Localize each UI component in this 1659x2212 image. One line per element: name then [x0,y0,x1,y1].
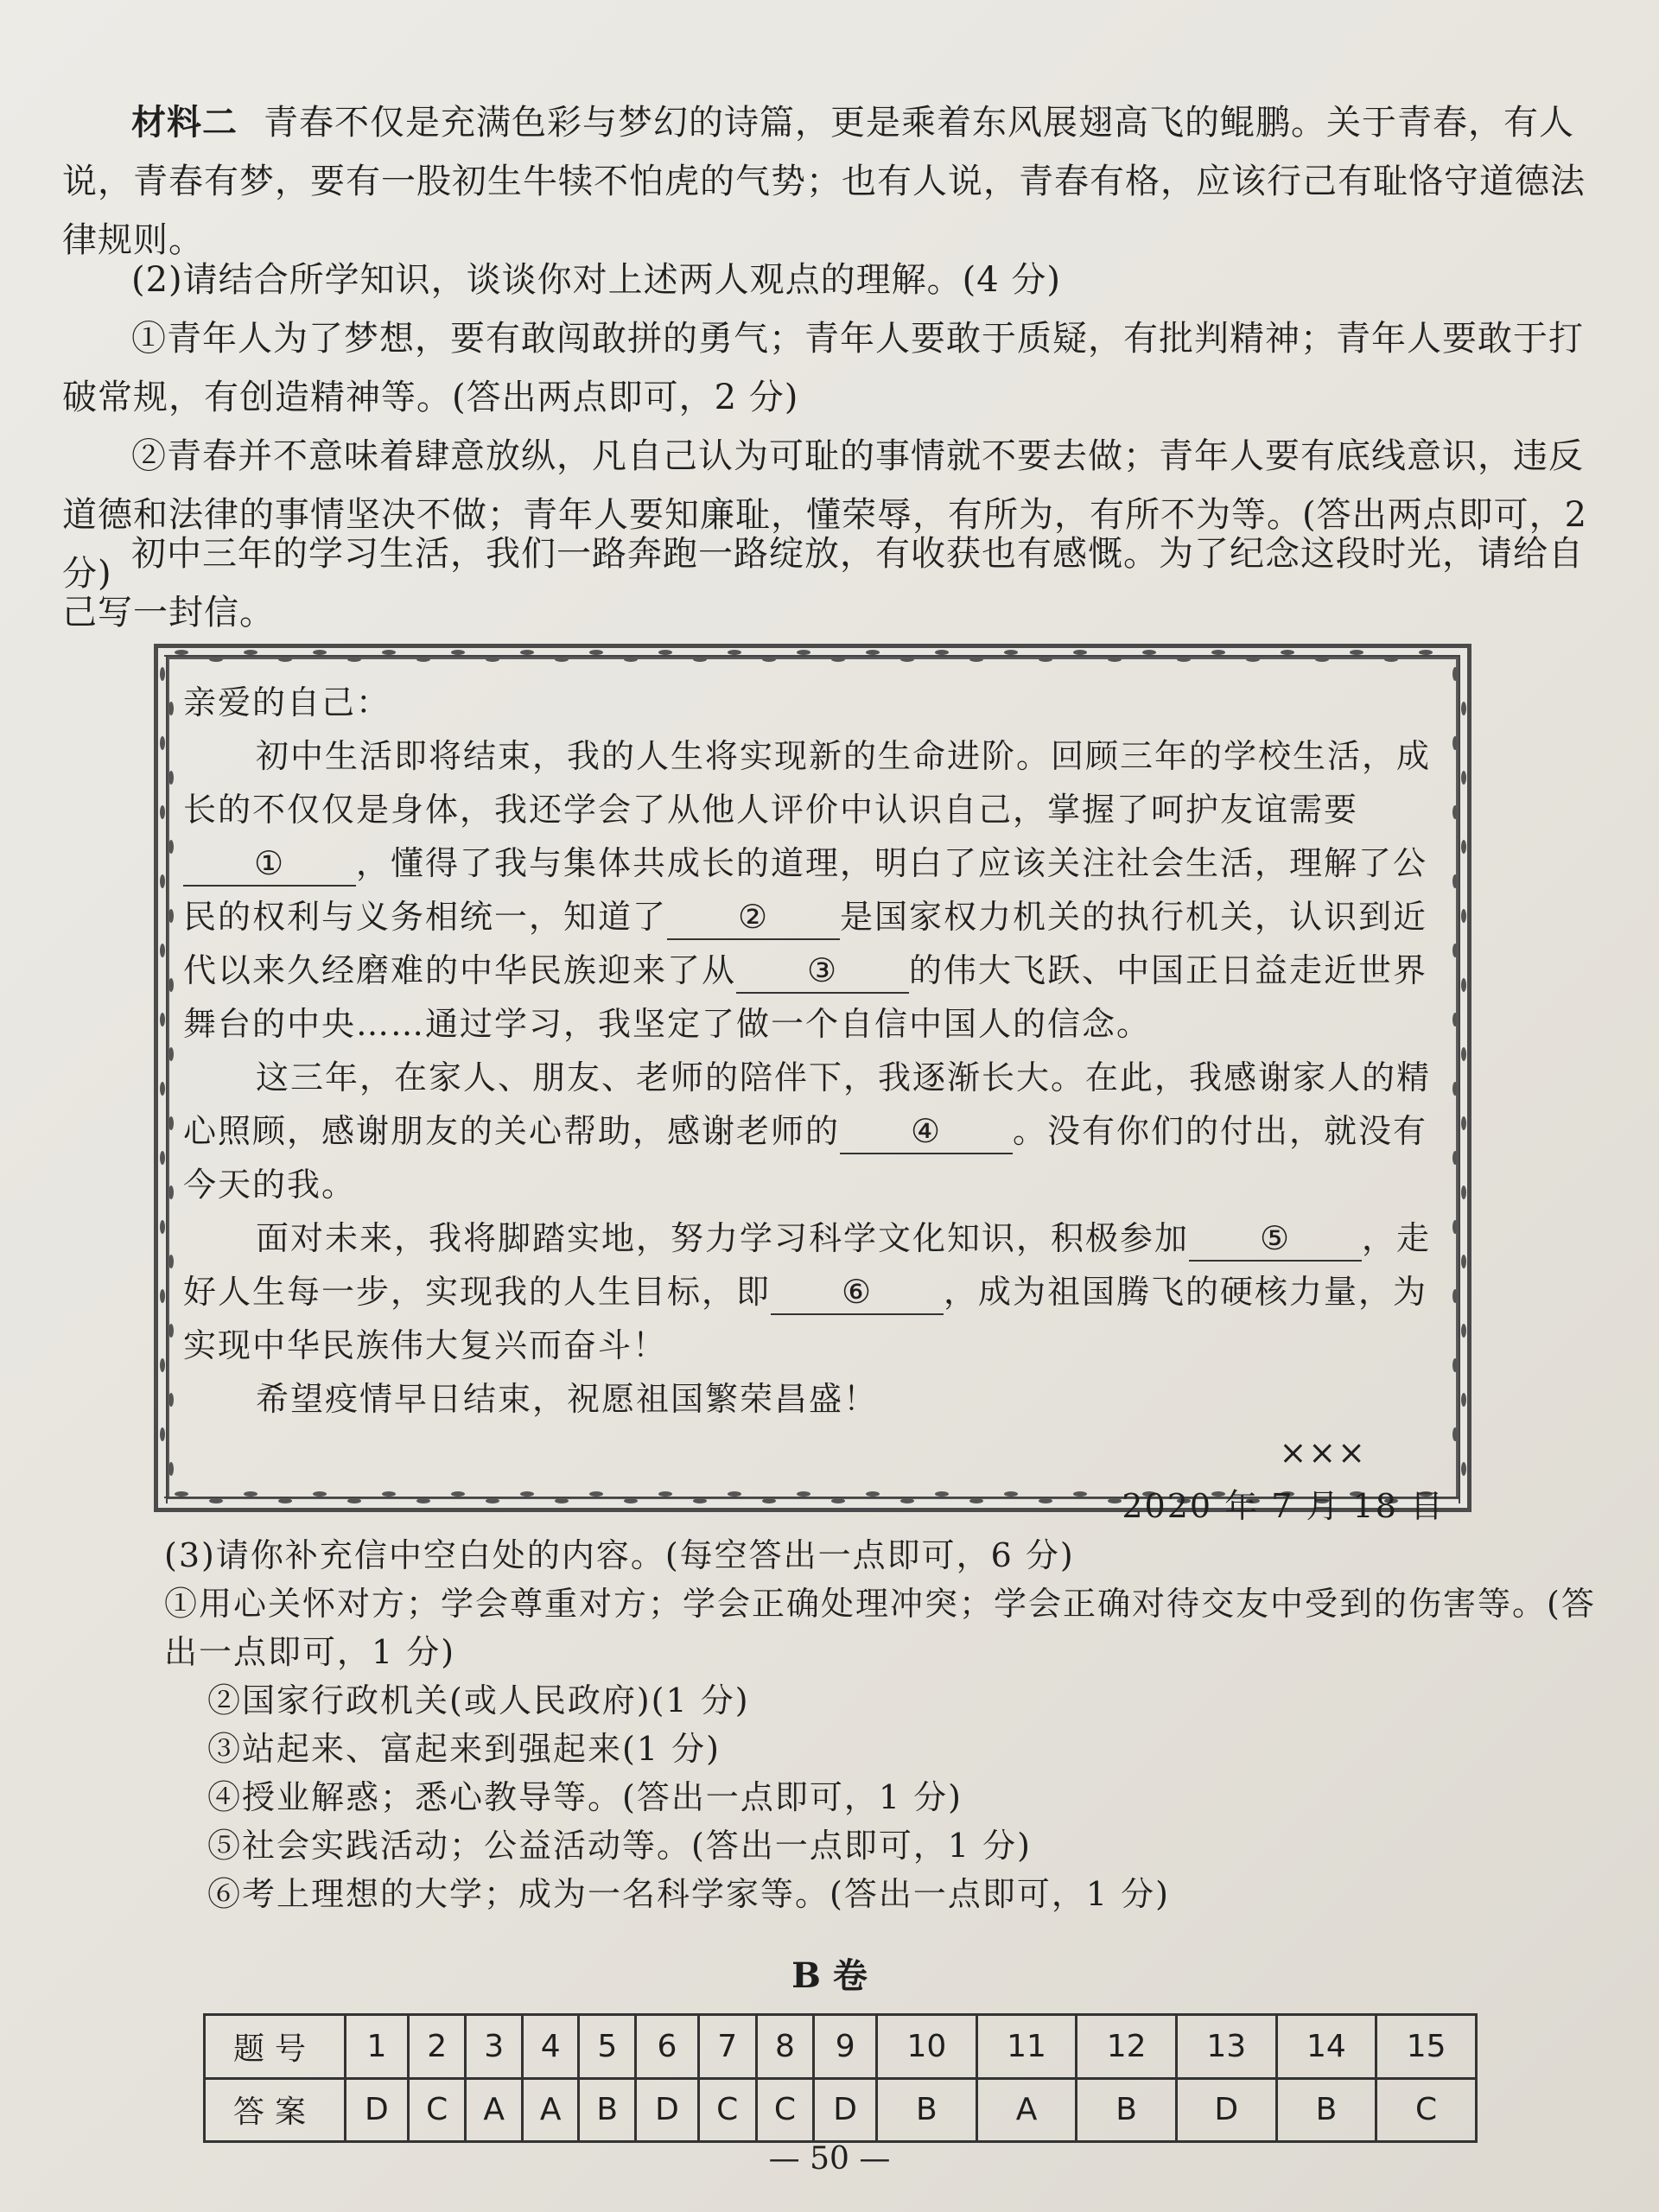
letter-paragraph-4: 希望疫情早日结束，祝愿祖国繁荣昌盛！ [256,1380,879,1418]
blank-3: ③ [736,949,909,994]
q3-answer-3: ③站起来、富起来到强起来(1 分) [207,1730,721,1768]
letter-paragraph-3 [183,1211,1453,1372]
letter-text: ，成为祖国腾飞的硬核力量，为实现中华民族伟大复兴而奋斗！ [183,1273,1428,1364]
question-number: 11 [976,2015,1077,2079]
blank-4: ④ [840,1109,1013,1154]
answer-cell: B [579,2078,636,2142]
question-number: 14 [1276,2015,1376,2079]
answer-cell: C [408,2078,466,2142]
q2-question: (2)请结合所学知识，谈谈你对上述两人观点的理解。(4 分) [131,260,1062,300]
material-text: 青春不仅是充满色彩与梦幻的诗篇，更是乘着东风展翅高飞的鲲鹏。关于青春，有人说，青春有梦，要有一股初生牛犊不怕虎的气势；也有人说，青春有格，应该行己有耻恪守道德法律规则。 [62,103,1586,260]
letter-text: 的伟大飞跃、中国正日益走近世界舞台的中央……通过学习，我坚定了做一个自信中国人的信念。 [183,951,1428,1043]
question-number: 10 [877,2015,977,2079]
letter-text: ，走好人生每一步，实现我的人生目标，即 [183,1219,1432,1311]
section-b-title: B 卷 [791,1955,868,1996]
blank-2: ② [667,895,840,940]
question-number: 6 [636,2015,699,2079]
vine-border-top [164,646,1460,665]
material-lead: 材料二 [131,102,238,143]
question-number: 1 [346,2015,409,2079]
question-number: 15 [1376,2015,1477,2079]
question-number: 5 [579,2015,636,2079]
letter-text: 。没有你们的付出，就没有今天的我。 [183,1112,1428,1204]
letter-intro: 初中三年的学习生活，我们一路奔跑一路绽放，有收获也有感慨。为了纪念这段时光，请给自己写一封信。 [62,534,1584,632]
question-number: 8 [756,2015,814,2079]
page-number: — 50 — [768,2141,891,2177]
question-number: 13 [1176,2015,1276,2079]
letter-text: ，懂得了我与集体共成长的道理，明白了应该关注社会生活，理解了公民的权利与义务相统一，知道了 [183,844,1428,936]
question-number: 9 [814,2015,877,2079]
q3-answer-6: ⑥考上理想的大学；成为一名科学家等。(答出一点即可，1 分) [207,1875,1170,1913]
row-label-answer: 答案 [205,2078,346,2142]
letter-body [183,676,1453,1533]
q3-answer-1: ①用心关怀对方；学会尊重对方；学会正确处理冲突；学会正确对待交友中受到的伤害等。(答出一点即可，1 分) [164,1585,1596,1671]
letter-date: 2020 年 7 月 18 日 [1122,1487,1445,1525]
letter-signature: ××× [1279,1433,1367,1471]
answer-cell: D [346,2078,409,2142]
letter-paragraph-2 [183,1051,1453,1211]
answer-cell: B [877,2078,977,2142]
answer-cell: C [698,2078,756,2142]
q3-question: (3)请你补充信中空白处的内容。(每空答出一点即可，6 分) [164,1536,1075,1574]
letter-text: 初中生活即将结束，我的人生将实现新的生命进阶。回顾三年的学校生活，成长的不仅仅是身体，我还学会了从他人评价中认识自己，掌握了呵护友谊需要 [183,737,1432,829]
row-label-number: 题号 [205,2015,346,2079]
answer-cell: D [1176,2078,1276,2142]
answer-cell: B [1077,2078,1177,2142]
answer-cell: D [636,2078,699,2142]
question-number: 4 [522,2015,578,2079]
question-number: 2 [408,2015,466,2079]
letter-paragraph-1 [183,729,1453,1051]
blank-1: ① [183,842,356,887]
letter-text: 这三年，在家人、朋友、老师的陪伴下，我逐渐长大。在此，我感谢家人的精心照顾，感谢朋友的关心帮助，感谢老师的 [183,1058,1432,1150]
letter-salutation: 亲爱的自己： [183,683,391,721]
q3-answer-4: ④授业解惑；悉心教导等。(答出一点即可，1 分) [207,1778,963,1816]
answer-key-table [203,2013,1478,2143]
question-number: 7 [698,2015,756,2079]
letter-text: 是国家权力机关的执行机关，认识到近代以来久经磨难的中华民族迎来了从 [183,898,1428,989]
q3-answer-5: ⑤社会实践活动；公益活动等。(答出一点即可，1 分) [207,1827,1032,1865]
question-number: 3 [466,2015,522,2079]
answer-cell: A [466,2078,522,2142]
answer-cell: D [814,2078,877,2142]
material-two [62,93,1600,270]
question-number: 12 [1077,2015,1177,2079]
answer-cell: C [1376,2078,1477,2142]
answer-key-answer-row [205,2078,1477,2142]
answer-cell: A [522,2078,578,2142]
blank-6: ⑥ [771,1270,944,1315]
q2-answer-1: ①青年人为了梦想，要有敢闯敢拼的勇气；青年人要敢于质疑，有批判精神；青年人要敢于打破常规，有创造精神等。(答出两点即可，2 分) [62,319,1584,417]
q3-answer-2: ②国家行政机关(或人民政府)(1 分) [207,1681,750,1719]
q2-answer-2: ②青春并不意味着肆意放纵，凡自己认为可耻的事情就不要去做；青年人要有底线意识，违反道德和法律的事情坚决不做；青年人要知廉耻，懂荣辱，有所为，有所不为等。(答出两点即可，2 分) [62,436,1588,594]
answer-cell: A [976,2078,1077,2142]
answer-key-number-row [205,2015,1477,2079]
answer-cell: B [1276,2078,1376,2142]
letter-text: 面对未来，我将脚踏实地，努力学习科学文化知识，积极参加 [256,1219,1190,1257]
answer-cell: C [756,2078,814,2142]
blank-5: ⑤ [1189,1217,1362,1262]
vine-border-left [157,657,176,1503]
q3-block [104,1531,1624,1918]
